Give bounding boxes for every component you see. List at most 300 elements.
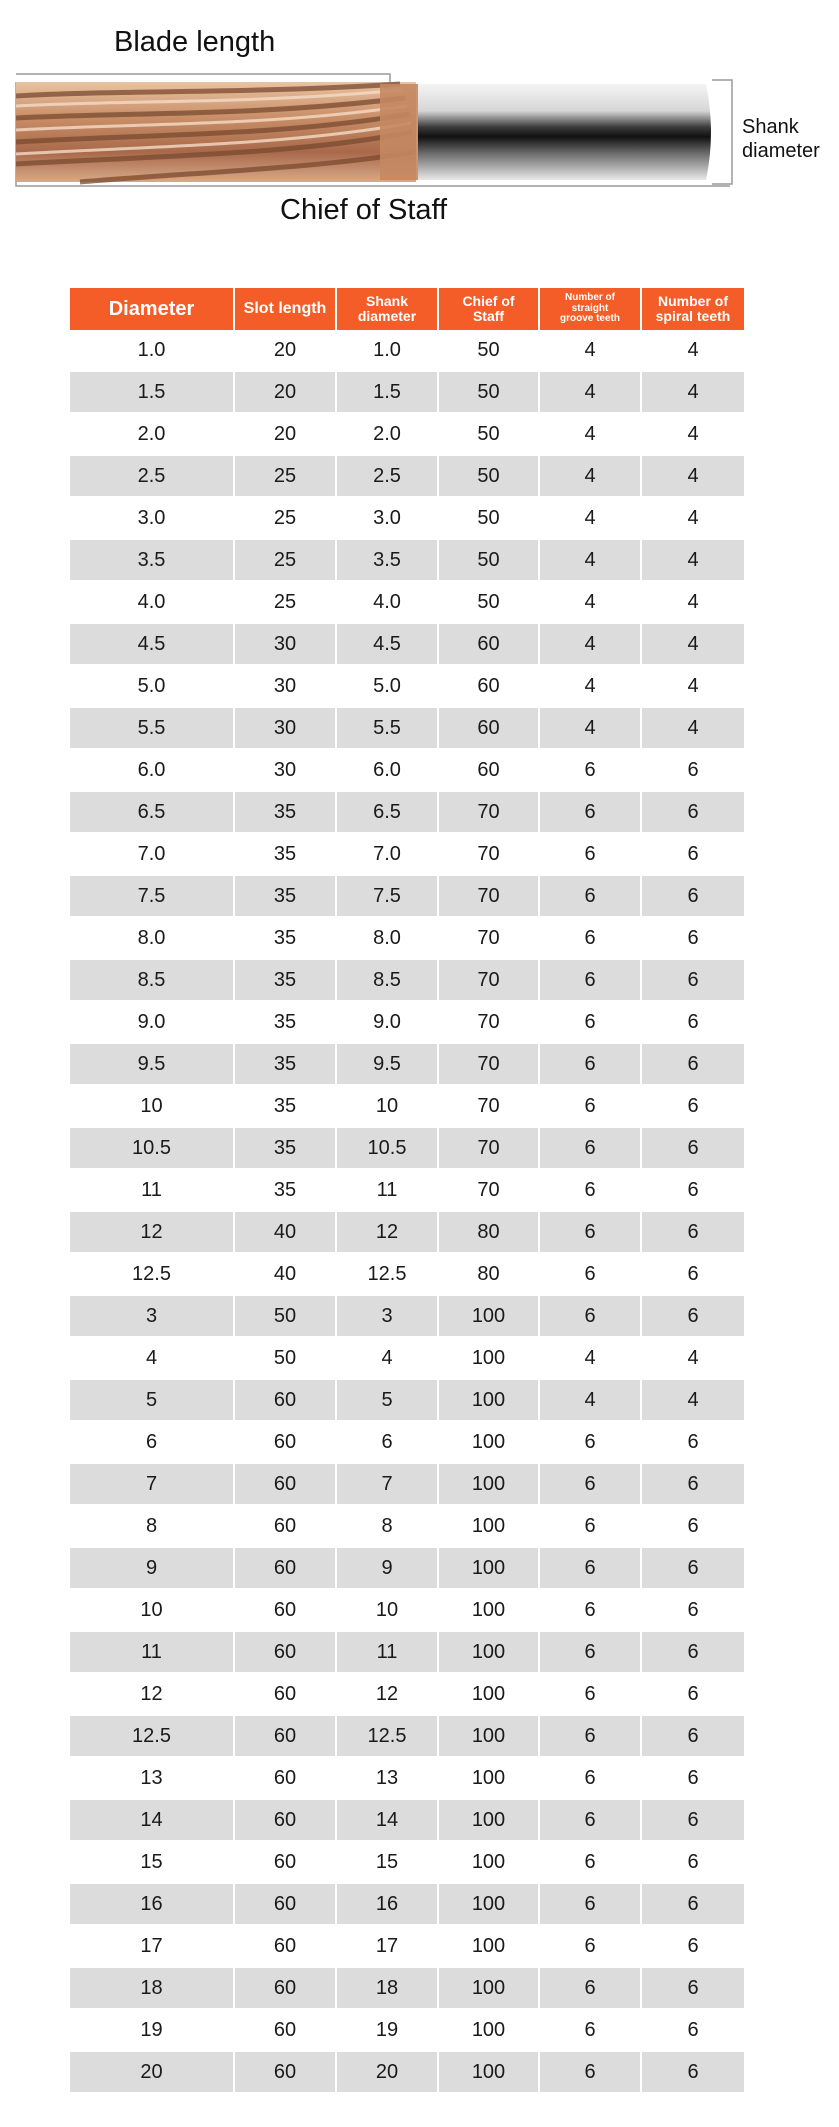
cell-slot-length: 50 [234, 1337, 336, 1379]
cell-straight-teeth: 4 [539, 707, 641, 749]
cell-slot-length: 35 [234, 1085, 336, 1127]
cell-chief-of-staff: 70 [438, 1043, 539, 1085]
table-row [70, 1295, 744, 1337]
cell-slot-length: 35 [234, 833, 336, 875]
cell-shank-diameter: 12 [336, 1211, 438, 1253]
cell-spiral-teeth: 6 [641, 1421, 744, 1463]
header-chief-line2: Staff [472, 308, 505, 324]
cell-slot-length: 25 [234, 581, 336, 623]
cell-chief-of-staff: 60 [438, 707, 539, 749]
cell-chief-of-staff: 70 [438, 791, 539, 833]
cell-spiral-teeth: 4 [641, 665, 744, 707]
cell-slot-length: 60 [234, 1379, 336, 1421]
cell-spiral-teeth: 6 [641, 1505, 744, 1547]
cell-straight-teeth: 4 [539, 413, 641, 455]
cell-diameter: 6.5 [70, 791, 234, 833]
cell-chief-of-staff: 70 [438, 833, 539, 875]
cell-shank-diameter: 7 [336, 1463, 438, 1505]
cell-chief-of-staff: 100 [438, 1547, 539, 1589]
cell-straight-teeth: 4 [539, 455, 641, 497]
cell-diameter: 4.0 [70, 581, 234, 623]
cell-diameter: 6.0 [70, 749, 234, 791]
cell-shank-diameter: 20 [336, 2051, 438, 2093]
cell-slot-length: 25 [234, 455, 336, 497]
cell-diameter: 2.5 [70, 455, 234, 497]
cell-spiral-teeth: 4 [641, 371, 744, 413]
shank-diameter-bracket [712, 80, 732, 184]
cell-shank-diameter: 10 [336, 1085, 438, 1127]
cell-slot-length: 30 [234, 665, 336, 707]
cell-spiral-teeth: 6 [641, 1463, 744, 1505]
cell-spiral-teeth: 6 [641, 833, 744, 875]
cell-slot-length: 60 [234, 1715, 336, 1757]
cell-shank-diameter: 2.5 [336, 455, 438, 497]
table-row [70, 1673, 744, 1715]
table-row [70, 1085, 744, 1127]
cell-slot-length: 20 [234, 330, 336, 371]
cell-diameter: 2.0 [70, 413, 234, 455]
cell-chief-of-staff: 100 [438, 1295, 539, 1337]
header-spiral-teeth [641, 288, 744, 330]
cell-chief-of-staff: 60 [438, 665, 539, 707]
cell-spiral-teeth: 4 [641, 330, 744, 371]
cell-chief-of-staff: 100 [438, 1337, 539, 1379]
table-row [70, 1421, 744, 1463]
cell-slot-length: 35 [234, 1043, 336, 1085]
cell-slot-length: 20 [234, 371, 336, 413]
cell-straight-teeth: 6 [539, 1631, 641, 1673]
cell-slot-length: 60 [234, 1463, 336, 1505]
cell-straight-teeth: 6 [539, 1043, 641, 1085]
cell-diameter: 3.0 [70, 497, 234, 539]
cell-straight-teeth: 4 [539, 581, 641, 623]
cell-slot-length: 60 [234, 2009, 336, 2051]
table-row [70, 1967, 744, 2009]
table-row [70, 1253, 744, 1295]
cell-spiral-teeth: 6 [641, 1001, 744, 1043]
cell-slot-length: 35 [234, 875, 336, 917]
cell-straight-teeth: 6 [539, 791, 641, 833]
table-row [70, 371, 744, 413]
table-row [70, 1001, 744, 1043]
cell-straight-teeth: 4 [539, 539, 641, 581]
cell-diameter: 5 [70, 1379, 234, 1421]
cell-chief-of-staff: 100 [438, 1841, 539, 1883]
header-chief-of-staff [438, 288, 539, 330]
cell-diameter: 7 [70, 1463, 234, 1505]
cell-straight-teeth: 6 [539, 1673, 641, 1715]
header-shank-line2: diameter [357, 308, 417, 324]
shank-diameter-label [742, 115, 820, 163]
cell-chief-of-staff: 50 [438, 371, 539, 413]
header-straight-line3: groove teeth [559, 313, 620, 325]
cell-spiral-teeth: 6 [641, 1085, 744, 1127]
cell-chief-of-staff: 60 [438, 749, 539, 791]
cell-diameter: 12.5 [70, 1715, 234, 1757]
cell-shank-diameter: 11 [336, 1631, 438, 1673]
cell-shank-diameter: 11 [336, 1169, 438, 1211]
cell-chief-of-staff: 100 [438, 1883, 539, 1925]
cell-spiral-teeth: 6 [641, 1169, 744, 1211]
table-row [70, 2051, 744, 2093]
cell-spiral-teeth: 6 [641, 1295, 744, 1337]
table-row [70, 749, 744, 791]
cell-shank-diameter: 13 [336, 1757, 438, 1799]
cell-shank-diameter: 1.0 [336, 330, 438, 371]
header-shank-line1: Shank [365, 293, 408, 310]
header-chief-line1: Chief of [462, 293, 515, 310]
cell-diameter: 13 [70, 1757, 234, 1799]
cell-diameter: 7.0 [70, 833, 234, 875]
table-row [70, 1043, 744, 1085]
cell-straight-teeth: 6 [539, 1799, 641, 1841]
cell-slot-length: 35 [234, 1001, 336, 1043]
tool-diagram [0, 0, 839, 240]
table-row [70, 1715, 744, 1757]
cell-slot-length: 30 [234, 707, 336, 749]
table-row [70, 413, 744, 455]
cell-spiral-teeth: 6 [641, 2051, 744, 2093]
table-row [70, 1925, 744, 1967]
cell-diameter: 4.5 [70, 623, 234, 665]
cell-spiral-teeth: 6 [641, 1043, 744, 1085]
cell-diameter: 11 [70, 1631, 234, 1673]
cell-shank-diameter: 6 [336, 1421, 438, 1463]
cell-diameter: 5.5 [70, 707, 234, 749]
cell-chief-of-staff: 100 [438, 1757, 539, 1799]
cell-chief-of-staff: 70 [438, 875, 539, 917]
table-row [70, 497, 744, 539]
cell-shank-diameter: 3.0 [336, 497, 438, 539]
cell-straight-teeth: 4 [539, 1337, 641, 1379]
cell-chief-of-staff: 100 [438, 1925, 539, 1967]
cell-diameter: 10.5 [70, 1127, 234, 1169]
cell-slot-length: 35 [234, 917, 336, 959]
cell-shank-diameter: 6.0 [336, 749, 438, 791]
cell-shank-diameter: 6.5 [336, 791, 438, 833]
cell-slot-length: 40 [234, 1253, 336, 1295]
cell-shank-diameter: 5 [336, 1379, 438, 1421]
cell-shank-diameter: 4.0 [336, 581, 438, 623]
cell-spiral-teeth: 6 [641, 1631, 744, 1673]
cell-straight-teeth: 4 [539, 665, 641, 707]
cell-diameter: 6 [70, 1421, 234, 1463]
cell-spiral-teeth: 6 [641, 1253, 744, 1295]
cell-shank-diameter: 8.0 [336, 917, 438, 959]
cell-straight-teeth: 6 [539, 917, 641, 959]
cell-spiral-teeth: 6 [641, 1127, 744, 1169]
cell-straight-teeth: 4 [539, 330, 641, 371]
cell-slot-length: 25 [234, 539, 336, 581]
cell-spiral-teeth: 6 [641, 1547, 744, 1589]
cell-diameter: 9.5 [70, 1043, 234, 1085]
cell-slot-length: 60 [234, 1589, 336, 1631]
cell-straight-teeth: 6 [539, 875, 641, 917]
cell-straight-teeth: 6 [539, 1127, 641, 1169]
table-row [70, 791, 744, 833]
cell-straight-teeth: 6 [539, 1169, 641, 1211]
cell-slot-length: 60 [234, 1421, 336, 1463]
cell-slot-length: 35 [234, 791, 336, 833]
cell-shank-diameter: 12.5 [336, 1253, 438, 1295]
cell-shank-diameter: 9.0 [336, 1001, 438, 1043]
table-row [70, 833, 744, 875]
shank [418, 84, 711, 180]
cell-spiral-teeth: 6 [641, 1883, 744, 1925]
cell-diameter: 8.0 [70, 917, 234, 959]
cell-diameter: 4 [70, 1337, 234, 1379]
cell-spiral-teeth: 6 [641, 1589, 744, 1631]
cell-shank-diameter: 14 [336, 1799, 438, 1841]
table-row [70, 539, 744, 581]
cell-spiral-teeth: 6 [641, 1673, 744, 1715]
cell-diameter: 8 [70, 1505, 234, 1547]
cell-diameter: 19 [70, 2009, 234, 2051]
cell-diameter: 9.0 [70, 1001, 234, 1043]
cell-straight-teeth: 6 [539, 1757, 641, 1799]
cell-shank-diameter: 4.5 [336, 623, 438, 665]
table-row [70, 1127, 744, 1169]
cell-chief-of-staff: 60 [438, 623, 539, 665]
cell-chief-of-staff: 100 [438, 1421, 539, 1463]
cell-shank-diameter: 9.5 [336, 1043, 438, 1085]
cell-chief-of-staff: 50 [438, 539, 539, 581]
table-row [70, 1799, 744, 1841]
cell-slot-length: 60 [234, 1631, 336, 1673]
cell-slot-length: 50 [234, 1295, 336, 1337]
cell-slot-length: 35 [234, 1169, 336, 1211]
table-row [70, 1631, 744, 1673]
cell-diameter: 16 [70, 1883, 234, 1925]
header-shank-diameter [336, 288, 438, 330]
table-row [70, 1211, 744, 1253]
cell-spiral-teeth: 6 [641, 959, 744, 1001]
cell-slot-length: 30 [234, 749, 336, 791]
cell-straight-teeth: 4 [539, 371, 641, 413]
cell-slot-length: 60 [234, 1841, 336, 1883]
cell-shank-diameter: 1.5 [336, 371, 438, 413]
cell-diameter: 5.0 [70, 665, 234, 707]
cell-spiral-teeth: 4 [641, 413, 744, 455]
table-row [70, 1463, 744, 1505]
cell-slot-length: 60 [234, 1967, 336, 2009]
cell-chief-of-staff: 70 [438, 1169, 539, 1211]
cell-slot-length: 40 [234, 1211, 336, 1253]
cell-straight-teeth: 6 [539, 2009, 641, 2051]
cell-shank-diameter: 9 [336, 1547, 438, 1589]
cell-shank-diameter: 10.5 [336, 1127, 438, 1169]
spiral-reamer-illustration [0, 60, 839, 190]
table-row [70, 1379, 744, 1421]
cell-shank-diameter: 2.0 [336, 413, 438, 455]
shank-diameter-label-line2: diameter [742, 140, 820, 162]
cell-slot-length: 60 [234, 1799, 336, 1841]
cell-straight-teeth: 6 [539, 959, 641, 1001]
cell-shank-diameter: 15 [336, 1841, 438, 1883]
header-straight-line2: straight [571, 302, 609, 314]
cell-chief-of-staff: 70 [438, 959, 539, 1001]
cell-spiral-teeth: 6 [641, 1715, 744, 1757]
cell-diameter: 7.5 [70, 875, 234, 917]
cell-chief-of-staff: 50 [438, 497, 539, 539]
cell-chief-of-staff: 100 [438, 1379, 539, 1421]
cell-shank-diameter: 17 [336, 1925, 438, 1967]
table-row [70, 959, 744, 1001]
cell-diameter: 17 [70, 1925, 234, 1967]
cell-chief-of-staff: 80 [438, 1253, 539, 1295]
cell-chief-of-staff: 100 [438, 1967, 539, 2009]
cell-straight-teeth: 6 [539, 1883, 641, 1925]
cell-chief-of-staff: 100 [438, 1799, 539, 1841]
cell-straight-teeth: 6 [539, 1421, 641, 1463]
cell-diameter: 12 [70, 1673, 234, 1715]
cell-chief-of-staff: 70 [438, 1001, 539, 1043]
table-row [70, 1169, 744, 1211]
table-row [70, 665, 744, 707]
header-straight-groove-teeth [539, 288, 641, 330]
table-row [70, 1883, 744, 1925]
table-row [70, 875, 744, 917]
cell-diameter: 3 [70, 1295, 234, 1337]
cell-straight-teeth: 6 [539, 833, 641, 875]
cell-chief-of-staff: 100 [438, 2009, 539, 2051]
cell-shank-diameter: 5.5 [336, 707, 438, 749]
cell-diameter: 10 [70, 1589, 234, 1631]
cell-spiral-teeth: 4 [641, 539, 744, 581]
cell-straight-teeth: 6 [539, 1925, 641, 1967]
cell-diameter: 20 [70, 2051, 234, 2093]
cell-spiral-teeth: 6 [641, 2009, 744, 2051]
cell-shank-diameter: 3.5 [336, 539, 438, 581]
cell-diameter: 18 [70, 1967, 234, 2009]
cell-slot-length: 60 [234, 1673, 336, 1715]
cell-slot-length: 60 [234, 1547, 336, 1589]
table-row [70, 623, 744, 665]
header-straight-line1: Number of [565, 292, 615, 304]
cell-shank-diameter: 3 [336, 1295, 438, 1337]
cell-straight-teeth: 6 [539, 1085, 641, 1127]
cell-diameter: 10 [70, 1085, 234, 1127]
cell-straight-teeth: 6 [539, 1463, 641, 1505]
cell-shank-diameter: 7.5 [336, 875, 438, 917]
table-row [70, 1757, 744, 1799]
cell-diameter: 12.5 [70, 1253, 234, 1295]
cell-straight-teeth: 6 [539, 1547, 641, 1589]
cell-diameter: 3.5 [70, 539, 234, 581]
cell-straight-teeth: 6 [539, 1841, 641, 1883]
cell-chief-of-staff: 80 [438, 1211, 539, 1253]
table-row [70, 2009, 744, 2051]
table-body [70, 330, 744, 2093]
cell-straight-teeth: 6 [539, 1295, 641, 1337]
table-row [70, 330, 744, 371]
cell-straight-teeth: 6 [539, 1001, 641, 1043]
cell-shank-diameter: 8 [336, 1505, 438, 1547]
spec-table [70, 288, 744, 2094]
cell-diameter: 14 [70, 1799, 234, 1841]
table-row [70, 455, 744, 497]
cell-shank-diameter: 4 [336, 1337, 438, 1379]
cell-straight-teeth: 6 [539, 1211, 641, 1253]
cell-spiral-teeth: 6 [641, 1757, 744, 1799]
table-row [70, 917, 744, 959]
cell-slot-length: 20 [234, 413, 336, 455]
cell-straight-teeth: 6 [539, 1505, 641, 1547]
cell-diameter: 9 [70, 1547, 234, 1589]
cell-chief-of-staff: 50 [438, 455, 539, 497]
cell-slot-length: 60 [234, 1925, 336, 1967]
cell-slot-length: 35 [234, 1127, 336, 1169]
header-spiral-line2: spiral teeth [655, 308, 731, 324]
blade-length-bracket [16, 74, 390, 82]
cell-slot-length: 35 [234, 959, 336, 1001]
cell-slot-length: 25 [234, 497, 336, 539]
cell-straight-teeth: 4 [539, 623, 641, 665]
cell-straight-teeth: 6 [539, 1715, 641, 1757]
table-header-row [70, 288, 744, 330]
cell-diameter: 12 [70, 1211, 234, 1253]
cell-straight-teeth: 6 [539, 1589, 641, 1631]
header-diameter: Diameter [70, 288, 234, 330]
table-row [70, 1547, 744, 1589]
shank-diameter-label-line1: Shank [742, 116, 799, 138]
cell-chief-of-staff: 100 [438, 2051, 539, 2093]
blade-length-label: Blade length [114, 26, 276, 58]
chief-of-staff-label: Chief of Staff [280, 194, 448, 226]
cell-spiral-teeth: 4 [641, 707, 744, 749]
cell-shank-diameter: 10 [336, 1589, 438, 1631]
cell-spiral-teeth: 6 [641, 791, 744, 833]
table-row [70, 1337, 744, 1379]
cell-shank-diameter: 16 [336, 1883, 438, 1925]
cell-shank-diameter: 19 [336, 2009, 438, 2051]
cell-straight-teeth: 6 [539, 749, 641, 791]
cell-slot-length: 60 [234, 1505, 336, 1547]
cell-chief-of-staff: 100 [438, 1505, 539, 1547]
cell-chief-of-staff: 50 [438, 330, 539, 371]
cell-spiral-teeth: 6 [641, 1841, 744, 1883]
cell-straight-teeth: 4 [539, 1379, 641, 1421]
cell-spiral-teeth: 6 [641, 1799, 744, 1841]
cell-straight-teeth: 6 [539, 2051, 641, 2093]
cell-spiral-teeth: 6 [641, 875, 744, 917]
cell-chief-of-staff: 50 [438, 413, 539, 455]
cell-diameter: 11 [70, 1169, 234, 1211]
header-slot-length: Slot length [234, 288, 336, 330]
cell-chief-of-staff: 100 [438, 1715, 539, 1757]
table-row [70, 1589, 744, 1631]
cell-shank-diameter: 5.0 [336, 665, 438, 707]
cell-diameter: 1.0 [70, 330, 234, 371]
cell-spiral-teeth: 4 [641, 497, 744, 539]
cell-slot-length: 30 [234, 623, 336, 665]
cell-spiral-teeth: 4 [641, 1337, 744, 1379]
cell-shank-diameter: 12.5 [336, 1715, 438, 1757]
cell-chief-of-staff: 100 [438, 1589, 539, 1631]
header-spiral-line1: Number of [658, 293, 728, 310]
cell-diameter: 15 [70, 1841, 234, 1883]
cell-diameter: 8.5 [70, 959, 234, 1001]
cell-spiral-teeth: 4 [641, 455, 744, 497]
cell-chief-of-staff: 100 [438, 1631, 539, 1673]
cell-spiral-teeth: 6 [641, 749, 744, 791]
cell-spiral-teeth: 6 [641, 1967, 744, 2009]
cell-chief-of-staff: 70 [438, 917, 539, 959]
cell-slot-length: 60 [234, 2051, 336, 2093]
cell-spiral-teeth: 4 [641, 1379, 744, 1421]
cell-slot-length: 60 [234, 1757, 336, 1799]
table-row [70, 707, 744, 749]
